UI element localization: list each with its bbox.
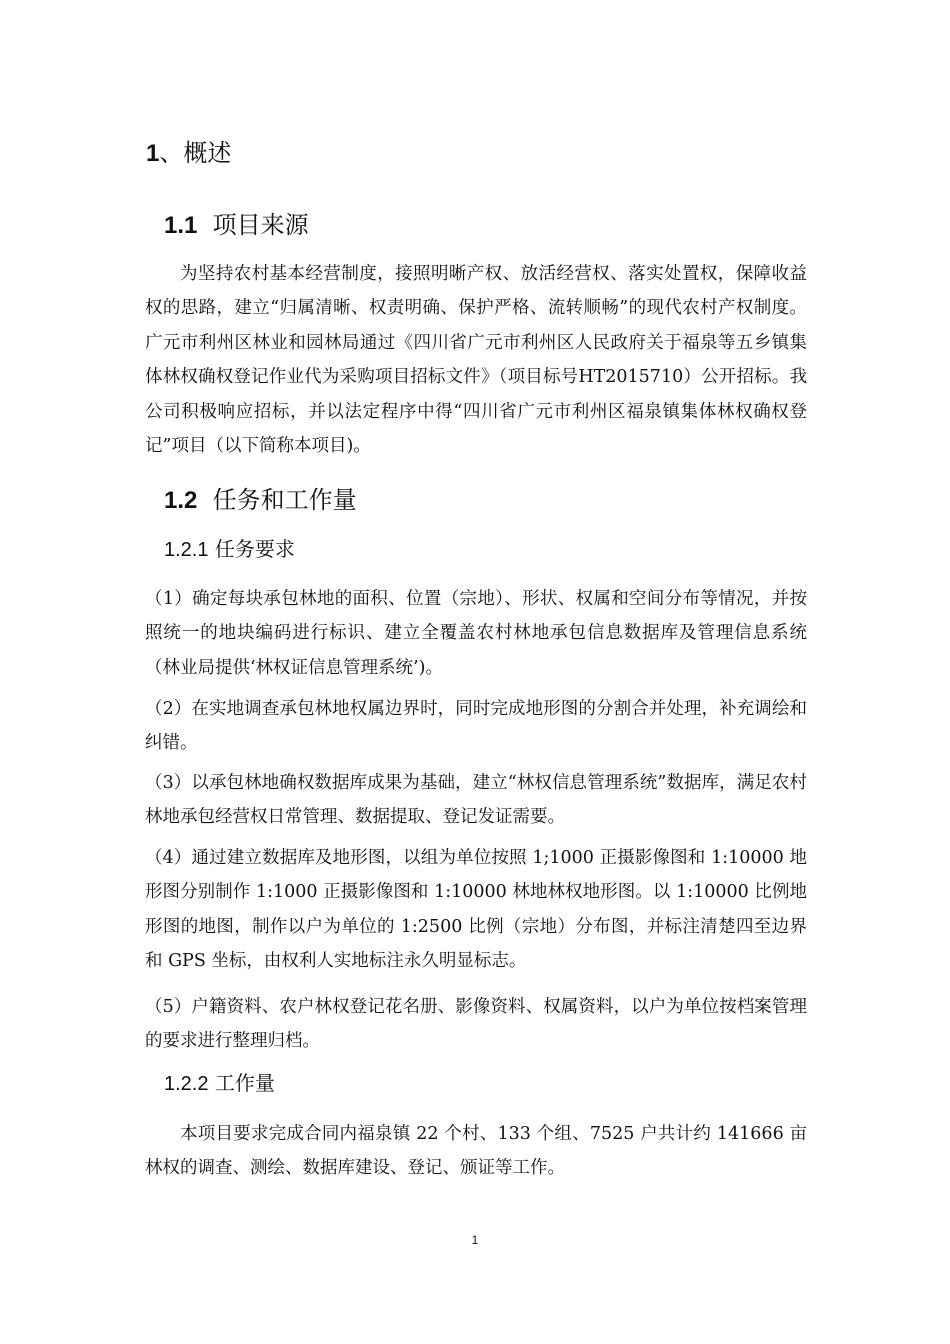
section-1-2-1-number: 1.2.1 <box>164 539 209 561</box>
section-1-2-2-heading <box>164 1068 275 1099</box>
project-source-paragraph: 为坚持农村基本经营制度，接照明晰产权、放活经营权、落实处置权，保障收益权的思路，建立“归属清晰、权责明确、保护严格、流转顺畅”的现代农村产权制度。 广元市利州区林业和园林局通过《四川省广元市利州区人民政府关于福泉等五乡镇集体林权确权登记作业代为采购项目招标文件》（项目标号HT2015710）公开招标。我公司积极响应招标，并以法定程序中得“四川省广元市利州区福泉镇集体林权确权登记”项目（以下简称本项目)。 <box>145 264 807 457</box>
page-number: 1 <box>471 1233 479 1247</box>
section-1-2-number: 1.2 <box>164 487 198 514</box>
section-1-2-2-number: 1.2.2 <box>164 1073 209 1095</box>
section-1-heading <box>146 136 231 171</box>
section-1-1-heading <box>164 208 309 243</box>
section-1-1-title: 项目来源 <box>212 211 309 239</box>
task-item-5: （5）户籍资料、农户林权登记花名册、影像资料、权属资料，以户为单位按档案管理的要求进行整理归档。 <box>145 997 807 1052</box>
section-1-2-2-title: 工作量 <box>214 1071 275 1095</box>
task-item-2: （2）在实地调查承包林地权属边界时，同时完成地形图的分割合并处理，补充调绘和纠错。 <box>145 699 807 754</box>
section-1-2-title: 任务和工作量 <box>212 486 357 514</box>
section-1-title: 、概述 <box>159 139 232 167</box>
task-item-4: （4）通过建立数据库及地形图，以组为单位按照 1;1000 正摄影像图和 1:10000 地形图分别制作 1:1000 正摄影像图和 1:10000 林地林权地形图。以 1:10000 比例地形图的地图，制作以户为单位的 1:2500 比例（宗地）分布图，并标注清楚四至边界和 GPS 坐标，由权利人实地标注永久明显标志。 <box>145 848 807 972</box>
section-1-2-1-heading <box>164 534 295 565</box>
section-1-number: 1 <box>146 140 160 167</box>
section-1-2-1-title: 任务要求 <box>214 537 295 561</box>
task-item-3: （3）以承包林地确权数据库成果为基础，建立“林权信息管理系统”数据库，满足农村林地承包经营权日常管理、数据提取、登记发证需要。 <box>145 773 807 828</box>
workload-paragraph: 本项目要求完成合同内福泉镇 22 个村、133 个组、7525 户共计约 141666 亩林权的调查、测绘、数据库建设、登记、颁证等工作。 <box>145 1124 807 1179</box>
section-1-2-heading <box>164 483 357 518</box>
section-1-1-number: 1.1 <box>164 212 198 239</box>
task-item-1: （1）确定每块承包林地的面积、位置（宗地）、形状、权属和空间分布等情况，并按照统一的地块编码进行标识、建立全覆盖农村林地承包信息数据库及管理信息系统（林业局提供‘林权证信息管理系统’)。 <box>145 589 807 678</box>
